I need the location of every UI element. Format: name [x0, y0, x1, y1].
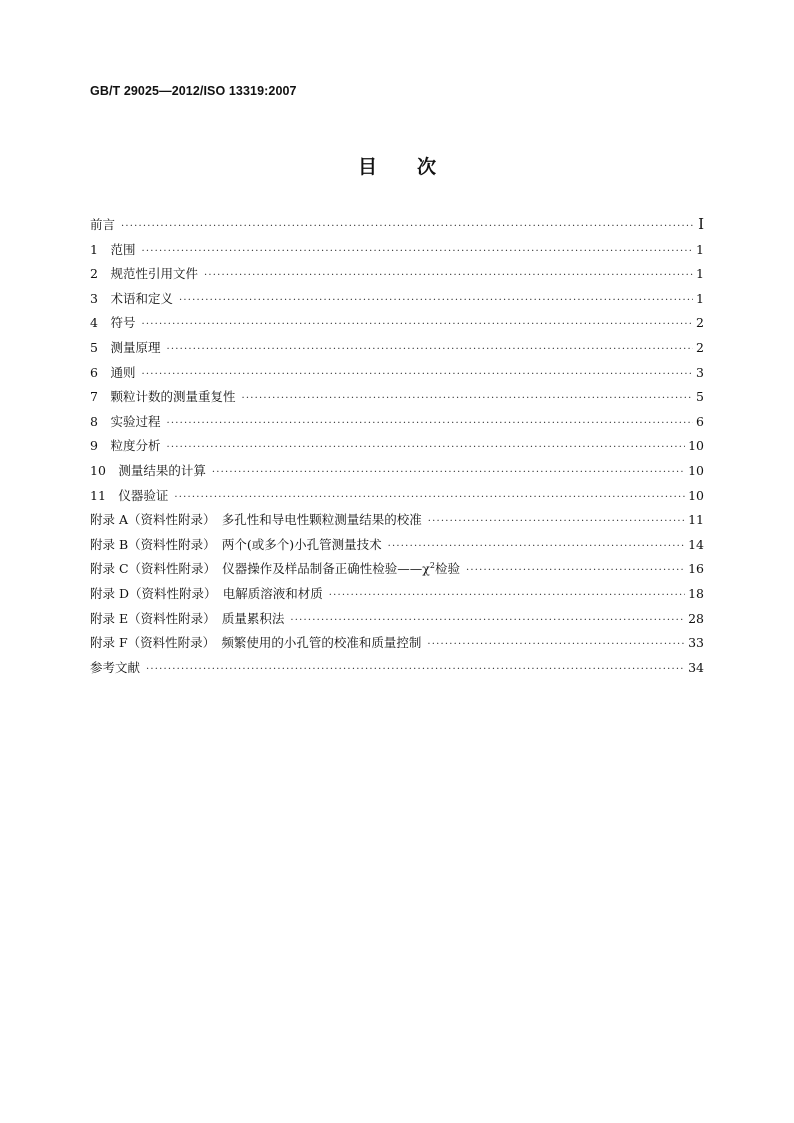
leader-dots [427, 639, 685, 650]
toc-entry-label: 附录 A（资料性附录） 多孔性和导电性颗粒测量结果的校准 [90, 512, 422, 528]
toc-entry-bibliography[interactable] [90, 658, 704, 683]
toc-entry-label: 参考文献 [90, 659, 141, 675]
toc-entry-label: 附录 D（资料性附录） 电解质溶液和材质 [90, 585, 323, 601]
title-char-1: 目 [357, 156, 377, 178]
toc-entry-principle[interactable] [90, 338, 704, 363]
toc-entry-page: 1 [696, 241, 704, 257]
toc-entry-label: 附录 C（资料性附录） 仪器操作及样品制备正确性检验$——\chi^2$检验 [90, 561, 460, 577]
leader-dots [466, 565, 685, 576]
toc-entry-label: 8 实验过程 [90, 413, 161, 429]
toc-entry-annex-f[interactable] [90, 633, 704, 658]
toc-entry-label: 1 范围 [90, 241, 136, 257]
toc-entry-procedure[interactable] [90, 412, 704, 437]
standard-code: GB/T 29025—2012/ISO 13319:2007 [90, 84, 297, 98]
toc-entry-page: 1 [696, 290, 704, 306]
table-of-contents [90, 215, 704, 682]
leader-dots [241, 393, 693, 404]
leader-dots [141, 369, 693, 380]
toc-entry-label: 9 粒度分析 [90, 438, 161, 454]
toc-entry-page: 10 [688, 438, 704, 454]
toc-entry-label: 11 仪器验证 [90, 487, 169, 503]
toc-entry-label: 2 规范性引用文件 [90, 266, 198, 282]
leader-dots [166, 442, 685, 453]
leader-dots [174, 492, 685, 503]
toc-entry-label: 10 测量结果的计算 [90, 462, 206, 478]
toc-entry-size-analysis[interactable] [90, 436, 704, 461]
leader-dots [166, 344, 693, 355]
leader-dots [146, 664, 685, 675]
toc-entry-label: 附录 F（资料性附录） 频繁使用的小孔管的校准和质量控制 [90, 635, 422, 651]
toc-entry-verification[interactable] [90, 486, 704, 511]
toc-entry-label: 3 术语和定义 [90, 290, 173, 306]
toc-entry-page: 34 [688, 659, 704, 675]
toc-entry-foreword[interactable] [90, 215, 704, 240]
page-title [0, 152, 794, 179]
toc-entry-symbols[interactable] [90, 313, 704, 338]
toc-entry-page: 16 [688, 561, 704, 577]
leader-dots [388, 541, 685, 552]
toc-entry-annex-d[interactable] [90, 584, 704, 609]
toc-entry-label: 6 通则 [90, 364, 136, 380]
toc-entry-label: 7 颗粒计数的测量重复性 [90, 389, 236, 405]
toc-entry-general[interactable] [90, 363, 704, 388]
toc-entry-page: I [698, 215, 704, 233]
toc-entry-page: 18 [688, 585, 704, 601]
leader-dots [141, 319, 693, 330]
leader-dots [428, 516, 685, 527]
toc-entry-label: 附录 B（资料性附录） 两个(或多个)小孔管测量技术 [90, 536, 382, 552]
toc-entry-label: 5 测量原理 [90, 339, 161, 355]
leader-dots [141, 246, 693, 257]
toc-entry-page: 3 [696, 364, 704, 380]
toc-entry-scope[interactable] [90, 240, 704, 265]
toc-entry-page: 28 [688, 610, 704, 626]
toc-entry-page: 6 [696, 413, 704, 429]
toc-entry-page: 14 [688, 536, 704, 552]
toc-entry-annex-b[interactable] [90, 535, 704, 560]
toc-entry-label: 附录 E（资料性附录） 质量累积法 [90, 610, 285, 626]
toc-entry-annex-c[interactable] [90, 559, 704, 584]
toc-entry-calculation[interactable] [90, 461, 704, 486]
leader-dots [166, 418, 693, 429]
leader-dots [204, 270, 693, 281]
leader-dots [212, 467, 685, 478]
title-char-2: 次 [417, 156, 437, 178]
toc-entry-terms[interactable] [90, 289, 704, 314]
toc-entry-annex-e[interactable] [90, 609, 704, 634]
toc-entry-page: 33 [688, 635, 704, 651]
toc-entry-page: 10 [688, 462, 704, 478]
leader-dots [329, 590, 685, 601]
toc-entry-page: 2 [696, 339, 704, 355]
toc-entry-page: 10 [688, 487, 704, 503]
toc-entry-page: 5 [696, 389, 704, 405]
toc-entry-label: 前言 [90, 217, 116, 232]
toc-entry-page: 11 [688, 512, 704, 528]
leader-dots [179, 295, 693, 306]
leader-dots [290, 615, 685, 626]
toc-entry-repeatability[interactable] [90, 387, 704, 412]
toc-entry-annex-a[interactable] [90, 510, 704, 535]
toc-entry-label: 4 符号 [90, 315, 136, 331]
toc-entry-page: 2 [696, 315, 704, 331]
toc-entry-page: 1 [696, 266, 704, 282]
toc-entry-normative-references[interactable] [90, 264, 704, 289]
leader-dots [121, 221, 695, 232]
